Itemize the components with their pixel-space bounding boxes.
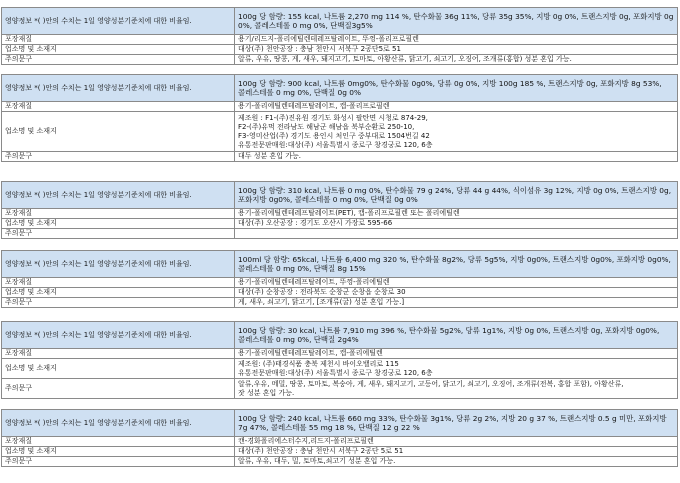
caution-row: [2, 152, 678, 162]
packaging-value: 용기-폴리에틸렌테레프탈레이트(PET), 캡-폴리프로필렌 또는 폴리에틸렌: [235, 209, 678, 219]
packaging-value: 캔-경화폴리에스터수지,리드지-폴리프로필렌: [235, 437, 678, 447]
caution-label: 주의문구: [2, 229, 235, 239]
company-label: 업소명 및 소재지: [2, 45, 235, 55]
caution-line: 알류,우유, 메밀, 땅콩, 토마토, 복숭아, 게, 새우, 돼지고기, 고등어, 닭고기, 쇠고기, 오징어, 조개류(전복, 홍합 포함), 아황산류,: [238, 379, 624, 388]
nutrition-label: 영양정보 *( )안의 수치는 1일 영양성분기준치에 대한 비율임.: [2, 251, 235, 278]
packaging-value: 용기-폴리에틸렌테레프탈레이트, 뚜껑-폴리에틸렌: [235, 278, 678, 288]
caution-line: 잣 성분 혼입 가능.: [238, 388, 295, 397]
company-row: [2, 112, 678, 152]
nutrition-row: [2, 75, 678, 102]
nutrition-row: [2, 251, 678, 278]
company-value: [235, 219, 678, 229]
company-line: 대상(주) 천안공장 : 충남 천안시 서북구 2공단 5로 51: [238, 447, 404, 455]
company-row: [2, 288, 678, 298]
packaging-row: [2, 102, 678, 112]
nutrition-value: 100g 당 함량: 240 kcal, 나트륨 660 mg 33%, 탄수화물 3g1%, 당류 2g 2%, 지방 20 g 37 %, 트랜스지방 0.5 g 미만, 포화지방 7g 47%, 콜레스테롤 55 mg 18 %, 단백질 12 g 22 %: [235, 410, 678, 437]
caution-line: 대두 성분 혼입 가능.: [238, 152, 301, 160]
packaging-label: 포장재질: [2, 35, 235, 45]
nutrition-row: [2, 322, 678, 349]
caution-row: [2, 457, 678, 467]
nutrition-row: [2, 410, 678, 437]
product-info-table-6: [1, 409, 678, 467]
nutrition-label: 영양정보 *( )안의 수치는 1일 영양성분기준치에 대한 비율임.: [2, 182, 235, 209]
caution-label: 주의문구: [2, 152, 235, 162]
caution-line: 게, 새우, 쇠고기, 닭고기, [조개류(굴) 성분 혼입 가능.]: [238, 298, 405, 306]
packaging-row: [2, 209, 678, 219]
nutrition-value: 100g 당 함량: 900 kcal, 나트륨 0mg0%, 탄수화물 0g0%, 당류 0g 0%, 지방 100g 185 %, 트랜스지방 0g, 포화지방 8g 53%, 콜레스테롤 0 mg 0%, 단백질 0g 0%: [235, 75, 678, 102]
product-info-table-2: [1, 74, 678, 162]
packaging-label: 포장재질: [2, 437, 235, 447]
caution-value: [235, 152, 678, 162]
packaging-label: 포장재질: [2, 209, 235, 219]
packaging-row: [2, 437, 678, 447]
company-value: [235, 359, 678, 379]
company-line: 유통전문판매원:대상(주) 서울특별시 종로구 창경궁로 120, 6층: [238, 368, 433, 377]
company-label: 업소명 및 소재지: [2, 447, 235, 457]
caution-label: 주의문구: [2, 55, 235, 65]
product-info-table-3: [1, 181, 678, 239]
caution-line: 알류, 우유, 대두, 밀, 토마토,쇠고기 성분 혼입 가능.: [238, 457, 396, 465]
packaging-value: 용기-폴리에틸렌테레프탈레이트, 캡-폴리프로필렌: [235, 102, 678, 112]
company-line: 제조원: (주)태경식품 충북 제천시 바이오밸리로 115: [238, 359, 399, 368]
company-line: 제조원 : F1-(주)진유원 경기도 화성시 팔탄면 시청로 874-29,: [238, 113, 428, 122]
nutrition-row: [2, 8, 678, 35]
company-label: 업소명 및 소재지: [2, 288, 235, 298]
company-line: 대상(주) 오산공장 : 경기도 오산시 가장로 595-66: [238, 219, 393, 227]
packaging-value: 용기-폴리에틸렌테레프탈레이트, 캡-폴리에틸렌: [235, 349, 678, 359]
company-value: [235, 112, 678, 152]
company-label: 업소명 및 소재지: [2, 359, 235, 379]
packaging-row: [2, 35, 678, 45]
company-value: [235, 447, 678, 457]
caution-line: 알류, 우유, 땅콩, 게, 새우, 돼지고기, 토마토, 아황산류, 닭고기, 쇠고기, 오징어, 조개류(홍합) 성분 혼입 가능.: [238, 55, 572, 63]
nutrition-label: 영양정보 *( )안의 수치는 1일 영양성분기준치에 대한 비율임.: [2, 75, 235, 102]
nutrition-label: 영양정보 *( )안의 수치는 1일 영양성분기준치에 대한 비율임.: [2, 322, 235, 349]
caution-label: 주의문구: [2, 457, 235, 467]
caution-value: [235, 379, 678, 399]
caution-value: [235, 457, 678, 467]
product-info-table-1: [1, 7, 678, 65]
nutrition-value: 100g 당 함량: 310 kcal, 나트륨 0 mg 0%, 탄수화물 79 g 24%, 당류 44 g 44%, 식이섬유 3g 12%, 지방 0g 0%, 트랜스지방 0g, 포화지방 0g0%, 콜레스테롤 0 mg 0%, 단백질 0g 0%: [235, 182, 678, 209]
caution-row: [2, 55, 678, 65]
nutrition-row: [2, 182, 678, 209]
nutrition-label: 영양정보 *( )안의 수치는 1일 영양성분기준치에 대한 비율임.: [2, 410, 235, 437]
company-label: 업소명 및 소재지: [2, 112, 235, 152]
caution-row: [2, 298, 678, 308]
company-row: [2, 45, 678, 55]
product-info-table-4: [1, 250, 678, 308]
nutrition-value: 100g 당 함량: 155 kcal, 나트륨 2,270 mg 114 %, 탄수화물 36g 11%, 당류 35g 35%, 지방 0g 0%, 트랜스지방 0g, 포화지방 0g 0%, 콜레스테롤 0 mg 0%, 단백질3g5%: [235, 8, 678, 35]
company-line: 유통전문판매원:대상(주) 서울특별시 종로구 창경궁로 120, 6층: [238, 140, 433, 149]
caution-value: [235, 55, 678, 65]
nutrition-label: 영양정보 *( )안의 수치는 1일 영양성분기준치에 대한 비율임.: [2, 8, 235, 35]
company-label: 업소명 및 소재지: [2, 219, 235, 229]
packaging-label: 포장재질: [2, 349, 235, 359]
company-row: [2, 359, 678, 379]
caution-row: [2, 379, 678, 399]
packaging-row: [2, 278, 678, 288]
nutrition-value: 100g 당 함량: 30 kcal, 나트륨 7,910 mg 396 %, 탄수화물 5g2%, 당류 1g1%, 지방 0g 0%, 트랜스지방 0g, 포화지방 0g0%,콜레스테롤 0 mg 0%, 단백질 2g4%: [235, 322, 678, 349]
company-row: [2, 447, 678, 457]
caution-label: 주의문구: [2, 379, 235, 399]
product-info-table-5: [1, 321, 678, 399]
packaging-label: 포장재질: [2, 278, 235, 288]
packaging-value: 용기/리드지-폴리에틸렌테레프탈레이트, 뚜껑-폴리프로필렌: [235, 35, 678, 45]
company-value: [235, 288, 678, 298]
packaging-row: [2, 349, 678, 359]
company-line: F3-영미산업(주) 경기도 용인시 처인구 중부대로 1504번길 42: [238, 131, 430, 140]
company-line: 대상(주) 천안공장 : 충남 천안시 서북구 2공단5로 51: [238, 45, 401, 53]
caution-value: [235, 298, 678, 308]
caution-row: [2, 229, 678, 239]
company-line: F2-(주)유먹 전라남도 해남군 해남읍 북부순환로 250-10,: [238, 122, 415, 131]
caution-value: [235, 229, 678, 239]
packaging-label: 포장재질: [2, 102, 235, 112]
nutrition-value: 100ml 당 함량: 65kcal, 나트륨 6,400 mg 320 %, 탄수화물 8g2%, 당류 5g5%, 지방 0g0%, 트랜스지방 0g0%, 포화지방 0g0%, 콜레스테롤 0 mg 0%, 단백질 8g 15%: [235, 251, 678, 278]
caution-label: 주의문구: [2, 298, 235, 308]
company-row: [2, 219, 678, 229]
company-value: [235, 45, 678, 55]
company-line: 대상(주) 순창공장 : 전라북도 순창군 순창읍 순창로 30: [238, 288, 406, 296]
